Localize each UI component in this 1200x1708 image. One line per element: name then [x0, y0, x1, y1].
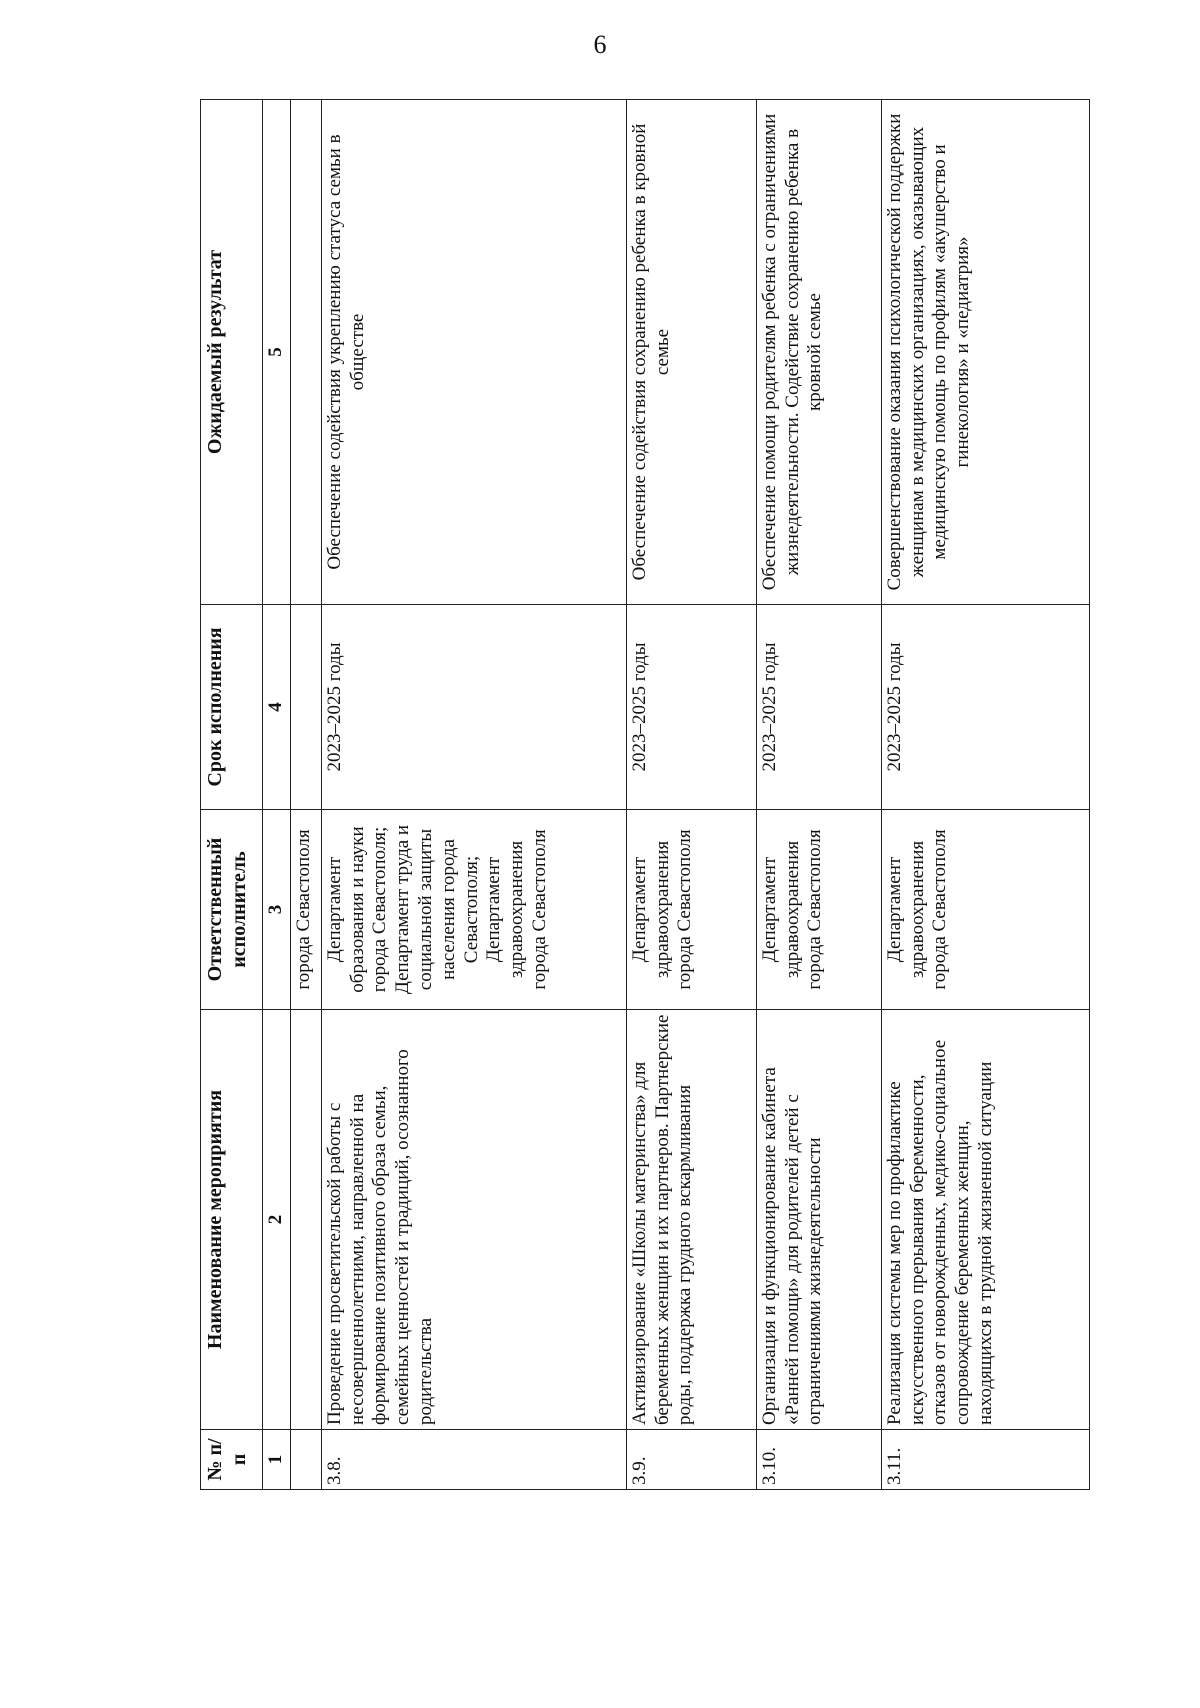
header-name: Наименование мероприятия	[201, 1010, 263, 1430]
cell-name: Проведение просветительской работы с несовершеннолетними, направленной на формирование позитивного образа семьи, семейных ценностей и традиций, осознанного родительства	[321, 1010, 626, 1430]
table-row	[321, 100, 626, 1490]
header-term: Срок исполнения	[201, 605, 263, 810]
column-number: 2	[263, 1010, 291, 1430]
cell-name: Реализация системы мер по профилактике искусственного прерывания беременности, отказов от новорожденных, медико-социальное сопровождение беременных женщин, находящихся в трудной жизненной ситуации	[881, 1010, 1089, 1430]
cell-num: 3.10.	[756, 1430, 881, 1490]
cell-result: Обеспечение помощи родителям ребенка с ограничениями жизнедеятельности. Содействие сохранению ребенка в кровной семье	[756, 100, 881, 605]
cell-executor: Департамент здравоохранения города Севастополя	[756, 810, 881, 1010]
column-number: 1	[263, 1430, 291, 1490]
cell-num	[290, 1430, 321, 1490]
cell-term	[290, 605, 321, 810]
cell-num: 3.11.	[881, 1430, 1089, 1490]
cell-name: Организация и функционирование кабинета «Ранней помощи» для родителей детей с ограничениями жизнедеятельности	[756, 1010, 881, 1430]
action-plan-table	[200, 99, 1090, 1490]
table-row	[881, 100, 1089, 1490]
cell-result: Обеспечение содействия укреплению статуса семьи в обществе	[321, 100, 626, 605]
cell-executor: города Севастополя	[290, 810, 321, 1010]
header-executor: Ответственный исполнитель	[201, 810, 263, 1010]
cell-result	[290, 100, 321, 605]
table-row	[290, 100, 321, 1490]
cell-executor: Департамент здравоохранения города Севастополя	[626, 810, 756, 1010]
cell-name: Активизирование «Школы материнства» для беременных женщин и их партнеров. Партнерские роды, поддержка грудного вскармливания	[626, 1010, 756, 1430]
cell-name	[290, 1010, 321, 1430]
cell-term: 2023–2025 годы	[321, 605, 626, 810]
column-number: 3	[263, 810, 291, 1010]
rotated-table-container	[200, 100, 1090, 1490]
page-number: 6	[593, 30, 607, 59]
column-number: 5	[263, 100, 291, 605]
table-row	[626, 100, 756, 1490]
column-number: 4	[263, 605, 291, 810]
table-row	[756, 100, 881, 1490]
cell-executor: Департамент здравоохранения города Севастополя	[881, 810, 1089, 1010]
cell-term: 2023–2025 годы	[756, 605, 881, 810]
cell-num: 3.8.	[321, 1430, 626, 1490]
cell-result: Совершенствование оказания психологической поддержки женщинам в медицинских организациях, оказывающих медицинскую помощь по профилям «акушерство и гинекология» и «педиатрия»	[881, 100, 1089, 605]
cell-result: Обеспечение содействия сохранению ребенка в кровной семье	[626, 100, 756, 605]
cell-term: 2023–2025 годы	[881, 605, 1089, 810]
cell-num: 3.9.	[626, 1430, 756, 1490]
header-num: № п/п	[201, 1430, 263, 1490]
cell-term: 2023–2025 годы	[626, 605, 756, 810]
header-result: Ожидаемый результат	[201, 100, 263, 605]
cell-executor: Департамент образования и науки города Севастополя; Департамент труда и социальной защиты населения города Севастополя; Департамент здравоохранения города Севастополя	[321, 810, 626, 1010]
